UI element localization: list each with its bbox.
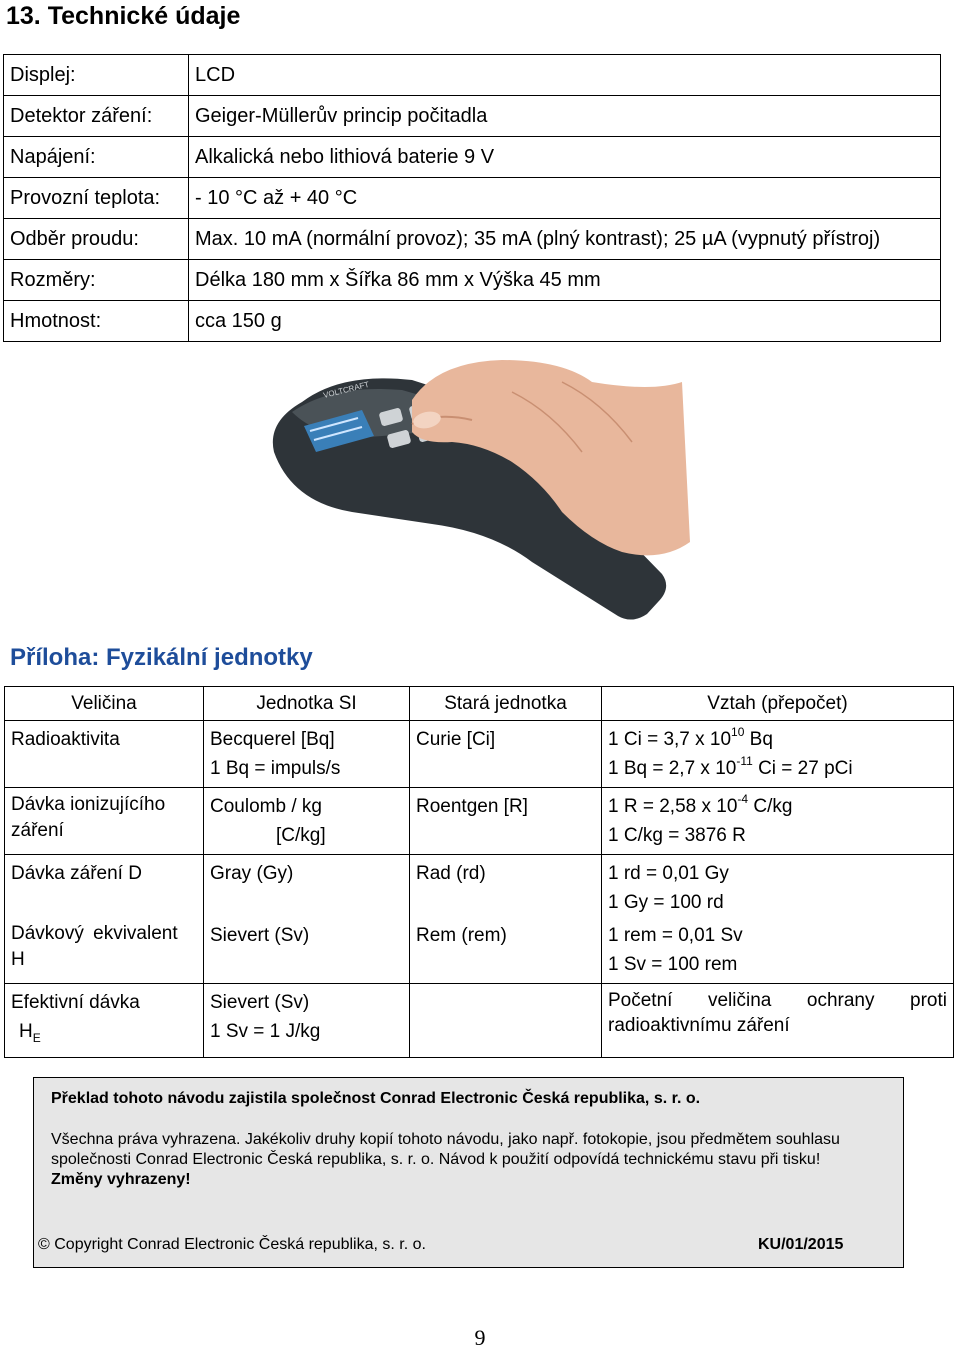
- units-header-row: [5, 687, 954, 721]
- si-unit-cell: Sievert (Sv): [204, 921, 410, 984]
- spec-label: Displej:: [4, 55, 189, 96]
- spec-row: [4, 55, 941, 96]
- spec-value: - 10 °C až + 40 °C: [189, 178, 941, 219]
- section-title: 13. Technické údaje: [6, 2, 241, 30]
- old-unit-cell: Roentgen [R]: [410, 788, 602, 855]
- spec-row: [4, 178, 941, 219]
- si-unit-cell: Becquerel [Bq] 1 Bq = impuls/s: [204, 721, 410, 788]
- appendix-title: Příloha: Fyzikální jednotky: [10, 644, 313, 671]
- quantity-cell: Dávkový ekvivalent H: [5, 921, 204, 984]
- spec-row: [4, 96, 941, 137]
- changes-note: Změny vyhrazeny!: [51, 1171, 191, 1188]
- quantity-cell: Radioaktivita: [5, 721, 204, 788]
- relation-cell: 1 rem = 0,01 Sv 1 Sv = 100 rem: [602, 921, 954, 984]
- spec-value: cca 150 g: [189, 301, 941, 342]
- col-header: Stará jednotka: [410, 687, 602, 721]
- old-unit-cell: [410, 984, 602, 1058]
- spec-label: Detektor záření:: [4, 96, 189, 137]
- units-row-ionizing: [5, 788, 954, 855]
- translation-note: Překlad tohoto návodu zajistila společnost Conrad Electronic Česká republika, s. r. o.: [51, 1090, 701, 1107]
- col-header: Vztah (přepočet): [602, 687, 954, 721]
- units-row-equivalent: [5, 921, 954, 984]
- dosimeter-photo: [262, 352, 692, 642]
- rights-note: Všechna práva vyhrazena. Jakékoliv druhy kopií tohoto návodu, jako např. fotokopie, jsou předmětem souhlasu společnosti Conrad Electronic Česká republika, s. r. o. Návod k použití odpovídá technickému stavu při tisku! Změny vyhrazeny!: [51, 1131, 840, 1188]
- document-code: KU/01/2015: [758, 1236, 844, 1253]
- spec-row: [4, 219, 941, 260]
- si-unit-cell: Sievert (Sv) 1 Sv = 1 J/kg: [204, 984, 410, 1058]
- old-unit-cell: Rem (rem): [410, 921, 602, 984]
- technical-specs-table: [3, 54, 941, 342]
- device-brand-label: VOLTCRAFT: [322, 379, 371, 400]
- spec-value: Délka 180 mm x Šířka 86 mm x Výška 45 mm: [189, 260, 941, 301]
- copyright: © Copyright Conrad Electronic Česká republika, s. r. o.: [38, 1236, 426, 1253]
- spec-value: Geiger-Müllerův princip počitadla: [189, 96, 941, 137]
- physical-units-table: [4, 686, 954, 1058]
- old-unit-cell: Curie [Ci]: [410, 721, 602, 788]
- spec-value: Alkalická nebo lithiová baterie 9 V: [189, 137, 941, 178]
- spec-label: Provozní teplota:: [4, 178, 189, 219]
- spec-label: Hmotnost:: [4, 301, 189, 342]
- spec-label: Odběr proudu:: [4, 219, 189, 260]
- col-header: Jednotka SI: [204, 687, 410, 721]
- relation-cell: 1 R = 2,58 x $10^{-4}$ C/kg 1 C/kg = 3876 R: [602, 788, 954, 855]
- spec-label: Napájení:: [4, 137, 189, 178]
- units-row-effective: [5, 984, 954, 1058]
- quantity-cell: Efektivní dávka $H_E$: [5, 984, 204, 1058]
- spec-row: [4, 260, 941, 301]
- spec-value: Max. 10 mA (normální provoz); 35 mA (plný kontrast); 25 µA (vypnutý přístroj): [189, 219, 941, 260]
- spec-value: LCD: [189, 55, 941, 96]
- relation-cell: Početní veličina ochrany proti radioaktivnímu záření: [602, 984, 954, 1058]
- spec-row: [4, 137, 941, 178]
- quantity-cell: Dávka ionizujícího záření: [5, 788, 204, 855]
- relation-cell: 1 rd = 0,01 Gy 1 Gy = 100 rd: [602, 855, 954, 922]
- si-unit-cell: Gray (Gy): [204, 855, 410, 922]
- relation-cell: 1 Ci = 3,7 x $10^{10}$ Bq 1 Bq = 2,7 x $10^{-11}$ Ci = 27 pCi: [602, 721, 954, 788]
- units-row-dose: [5, 855, 954, 922]
- si-unit-cell: Coulomb / kg [C/kg]: [204, 788, 410, 855]
- units-row-radioactivity: [5, 721, 954, 788]
- page-number: 9: [474, 1325, 486, 1350]
- old-unit-cell: Rad (rd): [410, 855, 602, 922]
- spec-label: Rozměry:: [4, 260, 189, 301]
- quantity-cell: Dávka záření D: [5, 855, 204, 922]
- col-header: Veličina: [5, 687, 204, 721]
- spec-row: [4, 301, 941, 342]
- imprint-box: [33, 1077, 904, 1268]
